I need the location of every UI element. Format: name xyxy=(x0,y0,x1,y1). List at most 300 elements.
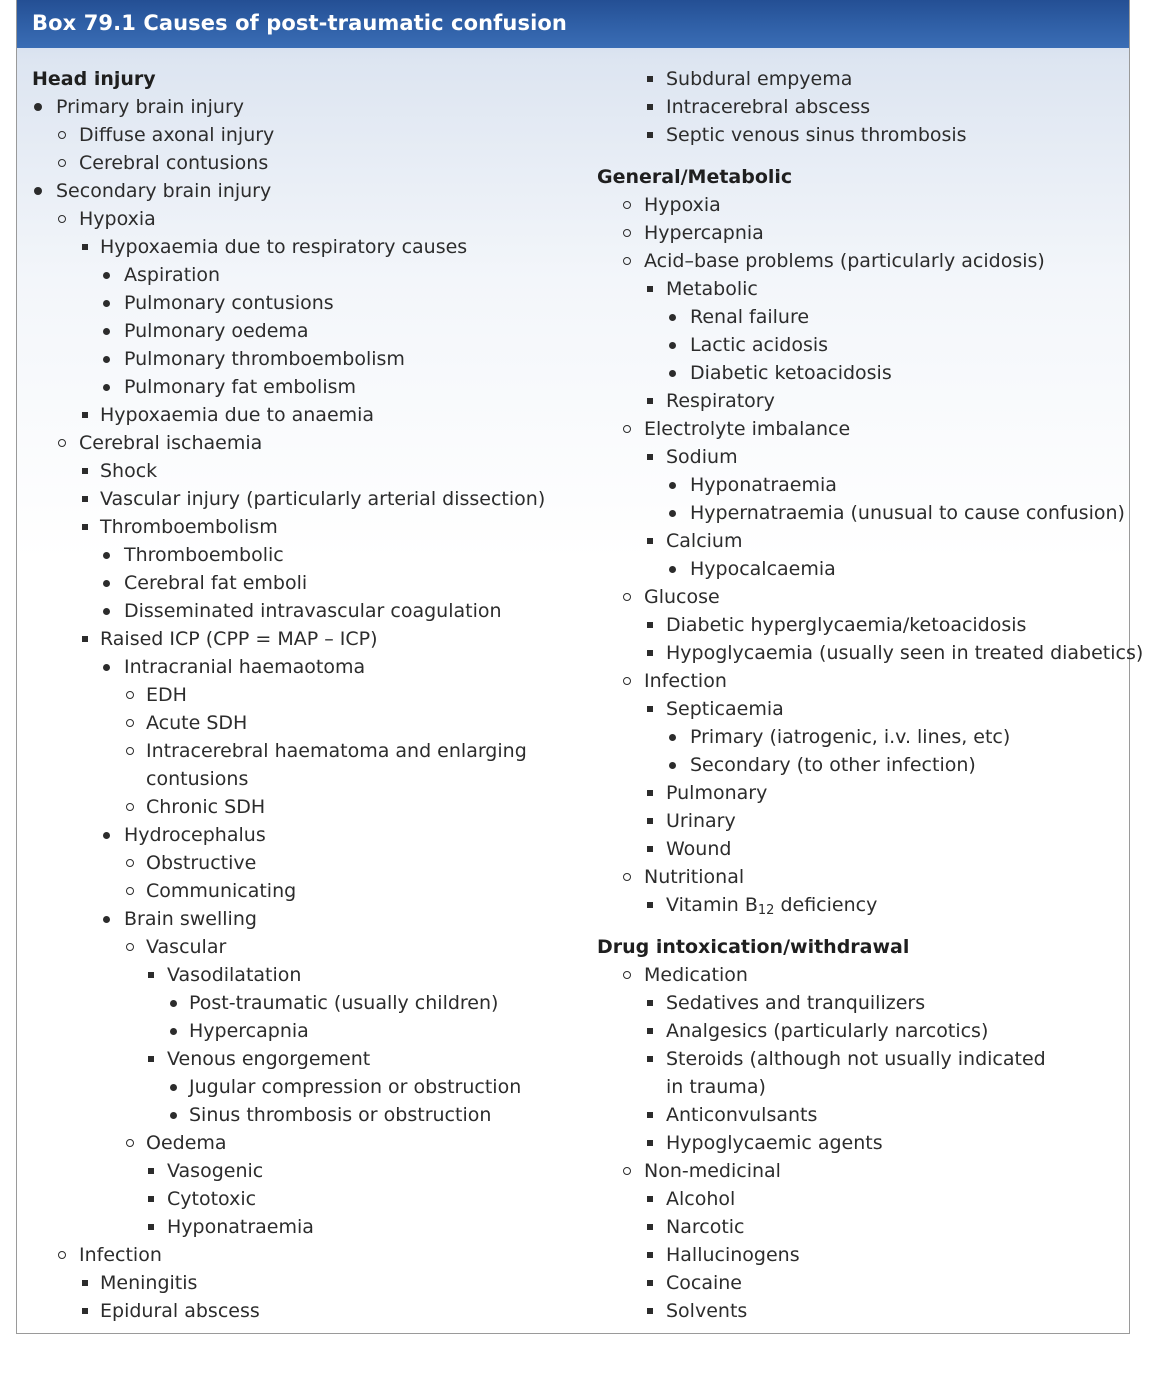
list-item-text xyxy=(644,863,744,891)
list-item-label: Analgesics (particularly narcotics) xyxy=(666,1020,989,1042)
list-item xyxy=(597,989,1122,1017)
bullet-icon xyxy=(647,1112,653,1118)
list-item-label: Thromboembolism xyxy=(100,516,278,538)
bullet-icon xyxy=(103,328,110,335)
list-item xyxy=(597,191,1122,219)
list-item-text xyxy=(644,247,1045,275)
list-item-text xyxy=(690,471,837,499)
list-item xyxy=(597,247,1122,275)
list-item xyxy=(32,121,597,149)
list-item-label: Hypercapnia xyxy=(189,1020,309,1042)
bullet-icon xyxy=(34,103,42,111)
bullet-icon xyxy=(623,425,631,433)
list-item-text xyxy=(124,317,309,345)
list-item-text xyxy=(189,1073,521,1101)
list-item xyxy=(32,905,597,933)
bullet-icon xyxy=(148,1056,154,1062)
bullet-icon xyxy=(669,370,676,377)
list-item-text xyxy=(100,457,157,485)
list-item-label: Cocaine xyxy=(666,1272,742,1294)
list-item-label: Infection xyxy=(79,1244,162,1266)
list-item-label: Sinus thrombosis or obstruction xyxy=(189,1104,492,1126)
list-item-text xyxy=(146,737,527,765)
list-item-text xyxy=(666,121,967,149)
list-item-label: Cerebral contusions xyxy=(79,152,269,174)
list-item xyxy=(32,1213,597,1241)
list-item-label: Sedatives and tranquilizers xyxy=(666,992,926,1014)
list-item-text xyxy=(666,93,870,121)
list-item-label: Hyponatraemia xyxy=(690,474,837,496)
bullet-icon xyxy=(126,691,134,699)
list-item xyxy=(597,359,1122,387)
list-item xyxy=(32,1241,597,1269)
bullet-icon xyxy=(58,131,66,139)
bullet-icon xyxy=(647,454,653,460)
list-item-label: Hypocalcaemia xyxy=(690,558,836,580)
list-item-text xyxy=(666,891,877,919)
list-item xyxy=(32,233,597,261)
list-item xyxy=(597,779,1122,807)
list-item xyxy=(32,765,597,793)
list-item-text xyxy=(690,555,836,583)
list-item-text xyxy=(100,1269,197,1297)
list-item xyxy=(32,1017,597,1045)
list-item xyxy=(32,1269,597,1297)
list-item-label: Wound xyxy=(666,838,732,860)
list-item xyxy=(32,429,597,457)
list-item-label: Brain swelling xyxy=(124,908,257,930)
bullet-icon xyxy=(647,1140,653,1146)
list-item-label: Primary brain injury xyxy=(56,96,245,118)
section-heading: Drug intoxication/withdrawal xyxy=(597,936,910,958)
list-item xyxy=(32,597,597,625)
bullet-icon xyxy=(623,257,631,265)
list-item-text xyxy=(666,989,925,1017)
list-item xyxy=(597,1045,1122,1073)
list-item xyxy=(597,961,1122,989)
bullet-icon xyxy=(126,943,134,951)
bullet-icon xyxy=(647,902,653,908)
bullet-icon xyxy=(623,971,631,979)
bullet-icon xyxy=(34,187,42,195)
list-item-label: Meningitis xyxy=(100,1272,198,1294)
list-item xyxy=(597,387,1122,415)
list-item-label: Disseminated intravascular coagulation xyxy=(124,600,502,622)
list-item-text xyxy=(100,401,374,429)
bullet-icon xyxy=(170,1000,177,1007)
list-item-label: Primary (iatrogenic, i.v. lines, etc) xyxy=(690,726,1011,748)
bullet-icon xyxy=(647,622,653,628)
list-item xyxy=(32,681,597,709)
list-item-text xyxy=(690,359,892,387)
list-item-text xyxy=(666,1185,735,1213)
list-item-text xyxy=(189,1101,491,1129)
list-item-text xyxy=(56,177,271,205)
bullet-icon xyxy=(82,244,88,250)
list-item xyxy=(597,303,1122,331)
list-item xyxy=(32,737,597,765)
bullet-icon xyxy=(623,201,631,209)
list-item xyxy=(32,821,597,849)
list-item-label: Hypoglycaemia (usually seen in treated diabetics) xyxy=(666,642,1144,664)
list-item xyxy=(597,667,1122,695)
list-item-label: Hypoxaemia due to anaemia xyxy=(100,404,375,426)
list-item-label: Cerebral fat emboli xyxy=(124,572,308,594)
bullet-icon xyxy=(82,1308,88,1314)
list-item-text xyxy=(100,233,467,261)
bullet-icon xyxy=(647,1196,653,1202)
list-item xyxy=(32,793,597,821)
list-item-label: Lactic acidosis xyxy=(690,334,829,356)
section-heading: Head injury xyxy=(32,68,156,90)
list-item-label: Metabolic xyxy=(666,278,758,300)
bullet-icon xyxy=(669,342,676,349)
bullet-icon xyxy=(148,1168,154,1174)
list-item-text xyxy=(79,205,156,233)
list-item-text xyxy=(690,751,976,779)
list-item xyxy=(32,1073,597,1101)
list-item-text xyxy=(666,1101,817,1129)
list-item xyxy=(597,1129,1122,1157)
list-item xyxy=(597,723,1122,751)
list-item-label: Electrolyte imbalance xyxy=(644,418,851,440)
list-item-label: Intracerebral haematoma and enlarging xyxy=(146,740,527,762)
list-item xyxy=(32,373,597,401)
list-item-text xyxy=(666,1297,747,1325)
list-item xyxy=(597,1073,1122,1101)
list-item xyxy=(597,1185,1122,1213)
bullet-icon xyxy=(669,566,676,573)
list-item-text xyxy=(189,989,498,1017)
bullet-icon xyxy=(647,790,653,796)
bullet-icon xyxy=(669,762,676,769)
list-item-label: Acute SDH xyxy=(146,712,248,734)
list-item-text xyxy=(644,191,721,219)
list-item-label: Diabetic ketoacidosis xyxy=(690,362,892,384)
list-item xyxy=(597,1157,1122,1185)
bullet-icon xyxy=(647,1224,653,1230)
list-item xyxy=(597,275,1122,303)
list-item xyxy=(597,891,1122,919)
list-item xyxy=(32,1157,597,1185)
list-item-label: Cytotoxic xyxy=(167,1188,257,1210)
bullet-icon xyxy=(126,1139,134,1147)
list-item-label: Anticonvulsants xyxy=(666,1104,818,1126)
list-item-label: Secondary brain injury xyxy=(56,180,272,202)
list-item xyxy=(597,93,1122,121)
bullet-icon xyxy=(170,1084,177,1091)
bullet-icon xyxy=(669,510,676,517)
list-item-text xyxy=(124,345,405,373)
list-item-label: Solvents xyxy=(666,1300,748,1322)
list-item-text xyxy=(666,527,742,555)
bullet-icon xyxy=(647,1056,653,1062)
list-item xyxy=(32,1045,597,1073)
list-item-label: Intracranial haemaotoma xyxy=(124,656,366,678)
list-item-label: Secondary (to other infection) xyxy=(690,754,976,776)
bullet-icon xyxy=(148,1224,154,1230)
list-item xyxy=(32,709,597,737)
list-item-label: Epidural abscess xyxy=(100,1300,260,1322)
bullet-icon xyxy=(623,229,631,237)
bullet-icon xyxy=(170,1028,177,1035)
list-item-text xyxy=(56,93,244,121)
list-item xyxy=(597,1101,1122,1129)
causes-box xyxy=(16,0,1144,1334)
list-item-label: Intracerebral abscess xyxy=(666,96,871,118)
list-item xyxy=(597,471,1122,499)
list-item-text xyxy=(189,1017,309,1045)
bullet-icon xyxy=(148,1196,154,1202)
bullet-icon xyxy=(103,580,110,587)
list-item xyxy=(597,499,1125,527)
bullet-icon xyxy=(103,832,110,839)
list-item-text xyxy=(167,961,301,989)
list-item-text xyxy=(690,499,1125,527)
list-item xyxy=(597,639,1144,667)
list-item-text xyxy=(146,849,256,877)
right-column xyxy=(597,65,1144,1325)
bullet-icon xyxy=(647,846,653,852)
list-item xyxy=(32,1129,597,1157)
list-item-label: Hyponatraemia xyxy=(167,1216,314,1238)
list-item xyxy=(32,961,597,989)
bullet-icon xyxy=(647,398,653,404)
list-item-label: Communicating xyxy=(146,880,297,902)
bullet-icon xyxy=(623,593,631,601)
list-item-text xyxy=(124,541,284,569)
bullet-icon xyxy=(623,873,631,881)
bullet-icon xyxy=(103,300,110,307)
bullet-icon xyxy=(623,1167,631,1175)
list-item-text xyxy=(124,289,334,317)
list-item-label: Obstructive xyxy=(146,852,257,874)
bullet-icon xyxy=(82,412,88,418)
list-item xyxy=(32,93,597,121)
subscript: 12 xyxy=(757,903,775,918)
list-item-label: Hypoxaemia due to respiratory causes xyxy=(100,236,468,258)
list-item-label: Steroids (although not usually indicated xyxy=(666,1048,1046,1070)
list-item-text xyxy=(690,331,828,359)
list-item-label: Medication xyxy=(644,964,748,986)
list-item-text xyxy=(124,597,502,625)
list-item-text xyxy=(100,625,378,653)
list-item xyxy=(597,331,1122,359)
list-item-label: Infection xyxy=(644,670,727,692)
list-item-text xyxy=(167,1185,256,1213)
list-item-label: Hypoxia xyxy=(79,208,156,230)
list-item-text xyxy=(100,513,278,541)
list-item xyxy=(32,401,597,429)
bullet-icon xyxy=(82,496,88,502)
list-item xyxy=(32,849,597,877)
list-item-text xyxy=(100,1297,260,1325)
list-item-label: Alcohol xyxy=(666,1188,736,1210)
list-item-text xyxy=(644,219,764,247)
list-item-text xyxy=(146,793,265,821)
list-item-text xyxy=(666,387,775,415)
section-heading: General/Metabolic xyxy=(597,166,793,188)
list-item xyxy=(32,149,597,177)
list-item xyxy=(597,583,1122,611)
bullet-icon xyxy=(103,552,110,559)
list-item-text xyxy=(690,303,809,331)
list-item-label: Chronic SDH xyxy=(146,796,266,818)
bullet-icon xyxy=(126,719,134,727)
list-item xyxy=(597,751,1122,779)
list-item-label: Post-traumatic (usually children) xyxy=(189,992,499,1014)
list-item-label: contusions xyxy=(146,768,249,790)
list-item-label: Acid–base problems (particularly acidosis) xyxy=(644,250,1045,272)
list-item-text xyxy=(666,779,767,807)
bullet-icon xyxy=(103,356,110,363)
list-item-text xyxy=(146,933,226,961)
list-item-label: Non-medicinal xyxy=(644,1160,781,1182)
list-item-label: Hypernatraemia (unusual to cause confusion) xyxy=(690,502,1125,524)
list-item-label: Oedema xyxy=(146,1132,227,1154)
list-item-text xyxy=(167,1045,370,1073)
bullet-icon xyxy=(148,972,154,978)
list-item-text xyxy=(100,485,545,513)
list-item xyxy=(597,611,1122,639)
list-item-label: Shock xyxy=(100,460,158,482)
list-item xyxy=(597,65,1122,93)
list-item-text xyxy=(146,1129,227,1157)
list-item-text xyxy=(644,961,748,989)
list-item-label: Narcotic xyxy=(666,1216,745,1238)
list-item-text xyxy=(124,569,307,597)
list-item-label: Subdural empyema xyxy=(666,68,853,90)
list-item-label: Venous engorgement xyxy=(167,1048,371,1070)
list-item-text xyxy=(644,583,720,611)
list-item-label: in trauma) xyxy=(666,1076,766,1098)
list-item xyxy=(32,261,597,289)
bullet-icon xyxy=(647,132,653,138)
list-item-label: Vasodilatation xyxy=(167,964,302,986)
list-item-label: EDH xyxy=(146,684,187,706)
list-item-text xyxy=(146,765,248,793)
list-item-text xyxy=(666,695,784,723)
list-item-text xyxy=(666,639,1143,667)
bullet-icon xyxy=(647,76,653,82)
list-item-text xyxy=(666,275,758,303)
list-item xyxy=(32,513,597,541)
list-item-label: Hydrocephalus xyxy=(124,824,266,846)
bullet-icon xyxy=(669,734,676,741)
list-item xyxy=(597,835,1122,863)
bullet-icon xyxy=(623,677,631,685)
list-item-text xyxy=(167,1157,263,1185)
list-item-text xyxy=(124,653,365,681)
list-item-text xyxy=(666,611,1026,639)
bullet-icon xyxy=(103,664,110,671)
list-item xyxy=(32,989,597,1017)
list-item xyxy=(597,807,1122,835)
bullet-icon xyxy=(82,524,88,530)
list-item-label: Vascular injury (particularly arterial dissection) xyxy=(100,488,546,510)
list-item-text xyxy=(79,429,262,457)
list-item-text xyxy=(644,415,850,443)
list-item-label: Glucose xyxy=(644,586,720,608)
bullet-icon xyxy=(58,1251,66,1259)
list-item xyxy=(597,1297,1122,1325)
bullet-icon xyxy=(647,1308,653,1314)
bullet-icon xyxy=(82,468,88,474)
list-item-text xyxy=(124,905,257,933)
list-item-label: Renal failure xyxy=(690,306,810,328)
list-item xyxy=(32,877,597,905)
bullet-icon xyxy=(170,1112,177,1119)
bullet-icon xyxy=(103,608,110,615)
list-item xyxy=(32,345,597,373)
bullet-icon xyxy=(126,803,134,811)
list-item xyxy=(32,177,597,205)
list-item xyxy=(597,219,1122,247)
list-item xyxy=(32,653,597,681)
list-item-label: Thromboembolic xyxy=(124,544,284,566)
list-item-label: Cerebral ischaemia xyxy=(79,432,263,454)
bullet-icon xyxy=(647,1028,653,1034)
list-item xyxy=(597,555,1122,583)
list-item-label: Hallucinogens xyxy=(666,1244,800,1266)
list-item-text xyxy=(666,1269,742,1297)
list-item-label: Diabetic hyperglycaemia/ketoacidosis xyxy=(666,614,1027,636)
bullet-icon xyxy=(58,439,66,447)
bullet-icon xyxy=(103,384,110,391)
left-column xyxy=(32,65,597,1325)
list-item xyxy=(32,317,597,345)
list-item xyxy=(32,1101,597,1129)
list-item-label: Pulmonary fat embolism xyxy=(124,376,357,398)
list-item-text xyxy=(644,1157,781,1185)
list-item-text xyxy=(167,1213,314,1241)
list-item xyxy=(32,569,597,597)
list-item xyxy=(597,863,1122,891)
list-item-label: Raised ICP (CPP = MAP – ICP) xyxy=(100,628,378,650)
list-item-text xyxy=(690,723,1010,751)
list-item-label: Vascular xyxy=(146,936,227,958)
bullet-icon xyxy=(647,1252,653,1258)
list-item-label: Pulmonary contusions xyxy=(124,292,334,314)
bullet-icon xyxy=(647,1000,653,1006)
list-item xyxy=(32,485,597,513)
list-item-label: Vasogenic xyxy=(167,1160,264,1182)
bullet-icon xyxy=(647,818,653,824)
bullet-icon xyxy=(103,272,110,279)
list-item-label: Hypoxia xyxy=(644,194,721,216)
list-item-text xyxy=(666,1241,800,1269)
list-item-label: Hypoglycaemic agents xyxy=(666,1132,883,1154)
bullet-icon xyxy=(647,538,653,544)
list-item xyxy=(32,933,597,961)
bullet-icon xyxy=(647,706,653,712)
list-item xyxy=(597,443,1122,471)
list-item-text xyxy=(666,1073,766,1101)
list-item xyxy=(32,541,597,569)
list-item-label: Aspiration xyxy=(124,264,221,286)
list-item-label: Nutritional xyxy=(644,866,745,888)
list-item-text xyxy=(666,835,731,863)
list-item xyxy=(597,121,1122,149)
bullet-icon xyxy=(126,859,134,867)
list-item-text xyxy=(124,261,220,289)
list-item-label: Diffuse axonal injury xyxy=(79,124,275,146)
bullet-icon xyxy=(126,747,134,755)
list-item-text xyxy=(666,1045,1046,1073)
list-item xyxy=(32,457,597,485)
bullet-icon xyxy=(58,159,66,167)
bullet-icon xyxy=(669,482,676,489)
